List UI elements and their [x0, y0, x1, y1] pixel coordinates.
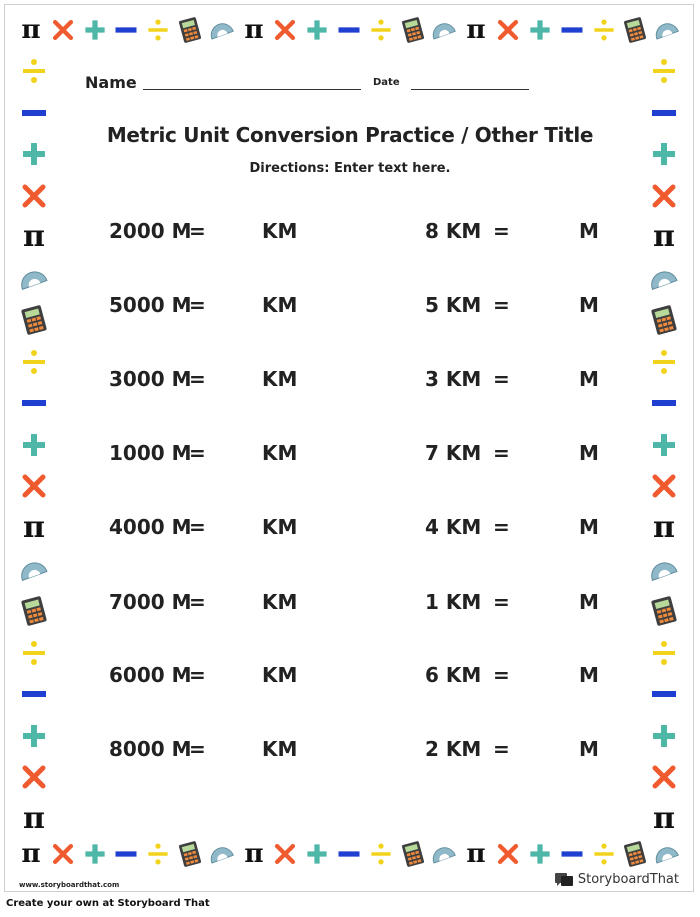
- left-problem-row: [109, 219, 309, 249]
- plus-icon: [648, 720, 680, 752]
- problem-question: 4 KM: [425, 515, 482, 539]
- create-credit-link[interactable]: Create your own at Storyboard That: [6, 898, 210, 909]
- problem-question: 8000 M: [109, 737, 192, 761]
- worksheet: [4, 4, 694, 892]
- right-problem-row: [425, 737, 625, 767]
- calculator-icon: [397, 838, 429, 870]
- equals-sign: =: [493, 441, 510, 465]
- plus-icon: [18, 720, 50, 752]
- times-icon: [270, 838, 302, 870]
- left-problem-row: [109, 441, 309, 471]
- protractor-icon: [429, 838, 461, 870]
- equals-sign: =: [493, 737, 510, 761]
- plus-icon: [79, 838, 111, 870]
- times-icon: [47, 14, 79, 46]
- minus-icon: [333, 14, 365, 46]
- problem-question: 6000 M: [109, 663, 192, 687]
- svg-text:π: π: [466, 16, 486, 44]
- answer-unit[interactable]: KM: [262, 219, 298, 243]
- times-icon: [18, 470, 50, 502]
- protractor-icon: [651, 14, 683, 46]
- answer-unit[interactable]: M: [579, 219, 599, 243]
- storyboardthat-logo: [554, 871, 679, 887]
- directions-text: Directions: Enter text here.: [249, 161, 451, 176]
- svg-text:π: π: [23, 510, 45, 546]
- equals-sign: =: [189, 663, 206, 687]
- equals-sign: =: [189, 219, 206, 243]
- left-problem-row: [109, 367, 309, 397]
- divide-icon: [648, 637, 680, 669]
- answer-unit[interactable]: M: [579, 441, 599, 465]
- pi-icon: [238, 838, 270, 870]
- svg-text:π: π: [243, 16, 264, 44]
- equals-sign: =: [493, 515, 510, 539]
- equals-sign: =: [493, 663, 510, 687]
- times-icon: [18, 761, 50, 793]
- svg-text:π: π: [23, 800, 45, 836]
- minus-icon: [556, 14, 588, 46]
- calculator-icon: [18, 595, 50, 627]
- protractor-icon: [648, 554, 680, 586]
- answer-unit[interactable]: M: [579, 367, 599, 391]
- plus-icon: [79, 14, 111, 46]
- minus-icon: [18, 387, 50, 419]
- problem-question: 7 KM: [425, 441, 482, 465]
- answer-unit[interactable]: KM: [262, 737, 298, 761]
- border-bottom: [15, 837, 683, 871]
- svg-text:π: π: [653, 219, 675, 255]
- times-icon: [18, 180, 50, 212]
- date-field[interactable]: [411, 89, 529, 90]
- divide-icon: [365, 14, 397, 46]
- equals-sign: =: [189, 515, 206, 539]
- protractor-icon: [648, 263, 680, 295]
- plus-icon: [18, 429, 50, 461]
- minus-icon: [110, 14, 142, 46]
- date-label: Date: [373, 77, 400, 88]
- left-problem-row: [109, 515, 309, 545]
- pi-icon: [15, 14, 47, 46]
- problem-question: 2 KM: [425, 737, 482, 761]
- protractor-icon: [18, 554, 50, 586]
- times-icon: [648, 180, 680, 212]
- left-problem-row: [109, 663, 309, 693]
- name-date-header: [85, 73, 545, 95]
- pi-icon: [460, 14, 492, 46]
- divide-icon: [588, 14, 620, 46]
- answer-unit[interactable]: M: [579, 663, 599, 687]
- calculator-icon: [648, 304, 680, 336]
- equals-sign: =: [493, 590, 510, 614]
- answer-unit[interactable]: KM: [262, 293, 298, 317]
- calculator-icon: [619, 14, 651, 46]
- left-problem-row: [109, 590, 309, 620]
- right-problem-row: [425, 515, 625, 545]
- pi-icon: [18, 512, 50, 544]
- answer-unit[interactable]: KM: [262, 367, 298, 391]
- plus-icon: [524, 838, 556, 870]
- right-problem-row: [425, 293, 625, 323]
- plus-icon: [301, 838, 333, 870]
- pi-icon: [238, 14, 270, 46]
- times-icon: [270, 14, 302, 46]
- left-problem-row: [109, 737, 309, 767]
- right-problem-row: [425, 441, 625, 471]
- svg-text:π: π: [23, 219, 45, 255]
- minus-icon: [556, 838, 588, 870]
- name-label: Name: [85, 73, 137, 92]
- svg-text:π: π: [243, 840, 264, 868]
- divide-icon: [648, 55, 680, 87]
- answer-unit[interactable]: M: [579, 293, 599, 317]
- right-problem-row: [425, 367, 625, 397]
- svg-text:π: π: [21, 840, 41, 868]
- equals-sign: =: [189, 293, 206, 317]
- answer-unit[interactable]: M: [579, 737, 599, 761]
- logo-icon: [554, 871, 574, 887]
- times-icon: [492, 838, 524, 870]
- name-field[interactable]: [143, 89, 361, 90]
- problem-question: 5 KM: [425, 293, 482, 317]
- problem-question: 2000 M: [109, 219, 192, 243]
- answer-unit[interactable]: M: [579, 515, 599, 539]
- logo-text: StoryboardThat: [577, 871, 679, 887]
- equals-sign: =: [493, 219, 510, 243]
- equals-sign: =: [189, 441, 206, 465]
- calculator-icon: [397, 14, 429, 46]
- answer-unit[interactable]: KM: [262, 663, 298, 687]
- protractor-icon: [206, 838, 238, 870]
- answer-unit[interactable]: KM: [262, 515, 298, 539]
- equals-sign: =: [189, 367, 206, 391]
- equals-sign: =: [189, 737, 206, 761]
- protractor-icon: [429, 14, 461, 46]
- times-icon: [648, 761, 680, 793]
- protractor-icon: [206, 14, 238, 46]
- answer-unit[interactable]: KM: [262, 441, 298, 465]
- divide-icon: [365, 838, 397, 870]
- plus-icon: [648, 429, 680, 461]
- svg-text:π: π: [653, 510, 675, 546]
- pi-icon: [648, 800, 680, 836]
- calculator-icon: [18, 304, 50, 336]
- pi-icon: [648, 221, 680, 253]
- times-icon: [492, 14, 524, 46]
- minus-icon: [18, 678, 50, 710]
- problem-question: 7000 M: [109, 590, 192, 614]
- problem-question: 5000 M: [109, 293, 192, 317]
- page-title: Metric Unit Conversion Practice / Other Title: [106, 123, 594, 147]
- right-problem-row: [425, 219, 625, 249]
- minus-icon: [648, 678, 680, 710]
- divide-icon: [18, 346, 50, 378]
- website-text: www.storyboardthat.com: [19, 881, 120, 889]
- pi-icon: [15, 838, 47, 870]
- right-problem-row: [425, 590, 625, 620]
- calculator-icon: [648, 595, 680, 627]
- minus-icon: [333, 838, 365, 870]
- problem-question: 8 KM: [425, 219, 482, 243]
- calculator-icon: [174, 838, 206, 870]
- divide-icon: [18, 637, 50, 669]
- pi-icon: [648, 512, 680, 544]
- right-problem-row: [425, 663, 625, 693]
- times-icon: [648, 470, 680, 502]
- left-problem-row: [109, 293, 309, 323]
- minus-icon: [648, 387, 680, 419]
- problem-question: 3 KM: [425, 367, 482, 391]
- problem-question: 1 KM: [425, 590, 482, 614]
- equals-sign: =: [493, 367, 510, 391]
- equals-sign: =: [189, 590, 206, 614]
- calculator-icon: [619, 838, 651, 870]
- pi-icon: [18, 221, 50, 253]
- plus-icon: [524, 14, 556, 46]
- svg-text:π: π: [653, 800, 675, 836]
- answer-unit[interactable]: M: [579, 590, 599, 614]
- calculator-icon: [174, 14, 206, 46]
- divide-icon: [18, 55, 50, 87]
- equals-sign: =: [493, 293, 510, 317]
- pi-icon: [460, 838, 492, 870]
- problem-question: 4000 M: [109, 515, 192, 539]
- svg-text:π: π: [466, 840, 486, 868]
- problem-question: 1000 M: [109, 441, 192, 465]
- protractor-icon: [651, 838, 683, 870]
- protractor-icon: [18, 263, 50, 295]
- divide-icon: [648, 346, 680, 378]
- divide-icon: [142, 14, 174, 46]
- pi-icon: [18, 800, 50, 836]
- times-icon: [47, 838, 79, 870]
- problem-question: 3000 M: [109, 367, 192, 391]
- answer-unit[interactable]: KM: [262, 590, 298, 614]
- divide-icon: [588, 838, 620, 870]
- problem-question: 6 KM: [425, 663, 482, 687]
- border-top: [15, 13, 683, 47]
- svg-text:π: π: [21, 16, 41, 44]
- minus-icon: [110, 838, 142, 870]
- divide-icon: [142, 838, 174, 870]
- plus-icon: [301, 14, 333, 46]
